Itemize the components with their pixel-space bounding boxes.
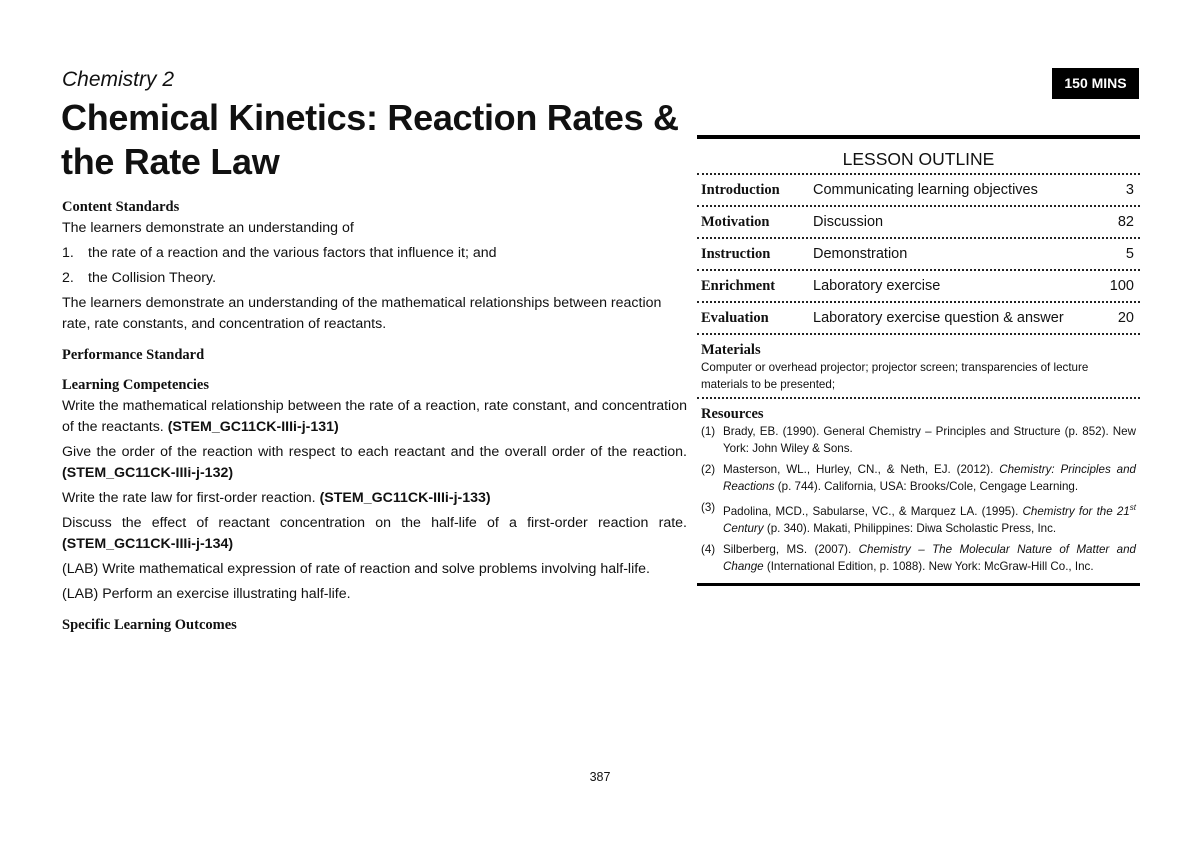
resource-text: (International Edition, p. 1088). New York: McGraw-Hill Co., Inc. [763,559,1094,573]
left-column [62,197,687,636]
content-standards-heading: Content Standards [62,199,180,215]
resource-text: (p. 340). Makati, Philippines: Diwa Scholastic Press, Inc. [763,521,1057,535]
performance-standard-heading: Performance Standard [62,347,205,363]
resource-superscript: st [1129,503,1136,512]
resource-number: (1) [701,425,716,438]
outline-phase: Instruction [701,245,771,262]
outline-minutes: 100 [1109,278,1134,294]
competency-item [62,442,687,484]
resources-block [697,399,1140,586]
outline-phase: Introduction [701,181,780,198]
learning-competencies-heading: Learning Competencies [62,377,209,393]
outline-minutes: 20 [1117,310,1134,326]
outline-activity: Communicating learning objectives [813,182,1038,198]
lesson-outline-heading: LESSON OUTLINE [842,149,995,169]
outline-minutes: 5 [1125,246,1134,262]
outline-row [697,175,1140,205]
outline-activity: Laboratory exercise [813,278,941,294]
duration-badge: 150 MINS [1052,68,1139,99]
competency-code: (STEM_GC11CK-IIIi-j-132) [62,465,234,481]
materials-block [697,335,1140,397]
resources-heading: Resources [701,406,764,422]
resource-text: Brady, EB. (1990). General Chemistry – Principles and Structure (p. 852). New York: John Wiley & Sons. [723,425,1136,455]
resource-item [701,499,1136,537]
outline-phase: Evaluation [701,309,769,326]
outline-minutes: 3 [1125,182,1134,198]
resource-number: (3) [701,501,716,514]
competency-text: Write the rate law for first-order reaction. [62,490,320,506]
competency-item [62,584,687,605]
resource-item [701,461,1136,495]
competency-item [62,488,687,509]
resource-book-title: Chemistry – The Molecular Nature of Matter and Change [723,542,1137,573]
outline-minutes: 82 [1117,214,1134,230]
outline-row [697,303,1140,333]
resource-item [701,423,1136,457]
resource-book-title: Chemistry for the 21 [1022,504,1130,518]
competency-code: (STEM_GC11CK-IIIi-j-131) [167,419,339,435]
list-number: 1. [62,245,74,261]
list-item [62,268,687,289]
list-item [62,243,687,264]
outline-row [697,239,1140,269]
outline-phase: Enrichment [701,277,776,294]
outline-activity: Laboratory exercise question & answer [813,310,1064,326]
resource-text: Silberberg, MS. (2007). [723,542,859,556]
outline-phase: Motivation [701,213,770,230]
outline-row [697,271,1140,301]
materials-heading: Materials [701,342,761,358]
page-title: Chemical Kinetics: Reaction Rates & the Rate Law [61,97,679,182]
resource-text: Masterson, WL., Hurley, CN., & Neth, EJ. (2012). [723,463,1000,476]
outline-activity: Discussion [813,214,884,230]
resource-item [701,541,1136,575]
resource-book-title: Century [723,521,764,535]
competency-code: (STEM_GC11CK-IIIi-j-133) [319,490,491,506]
list-number: 2. [62,270,74,286]
list-text: the Collision Theory. [88,270,217,286]
competency-text: (LAB) Write mathematical expression of rate of reaction and solve problems involving half-life. [62,561,650,577]
resource-text: Padolina, MCD., Sabularse, VC., & Marquez LA. (1995). [723,504,1023,518]
page-number: 387 [589,770,611,784]
competency-text: Give the order of the reaction with respect to each reactant and the overall order of the reaction. [62,444,687,460]
outline-activity: Demonstration [813,246,908,262]
competency-text: Discuss the effect of reactant concentration on the half-life of a first-order reaction rate. [62,515,687,531]
content-standards-extra: The learners demonstrate an understanding of the mathematical relationships between reaction rate, rate constants, and concentration of reactants. [62,295,662,332]
lesson-outline-panel [697,135,1140,586]
competency-text: Write the mathematical relationship between the rate of a reaction, rate constant, and concentration of the reactants. [62,398,687,435]
competency-item [62,559,687,580]
resource-book-title: Chemistry: Principles and Reactions [723,463,1136,493]
resource-number: (2) [701,463,716,476]
list-text: the rate of a reaction and the various factors that influence it; and [88,245,497,261]
resource-number: (4) [701,542,716,556]
competency-code: (STEM_GC11CK-IIIi-j-134) [62,536,234,552]
competency-item [62,396,687,438]
specific-outcomes-heading: Specific Learning Outcomes [62,617,237,633]
course-subject: Chemistry 2 [62,68,175,91]
competency-text: (LAB) Perform an exercise illustrating half-life. [62,586,351,602]
content-standards-intro: The learners demonstrate an understanding of [62,220,354,236]
resource-text: (p. 744). California, USA: Brooks/Cole, Cengage Learning. [774,480,1079,493]
outline-row [697,207,1140,237]
materials-text: Computer or overhead projector; projector screen; transparencies of lecture materials to be presented; [701,361,1089,391]
competency-item [62,513,687,555]
